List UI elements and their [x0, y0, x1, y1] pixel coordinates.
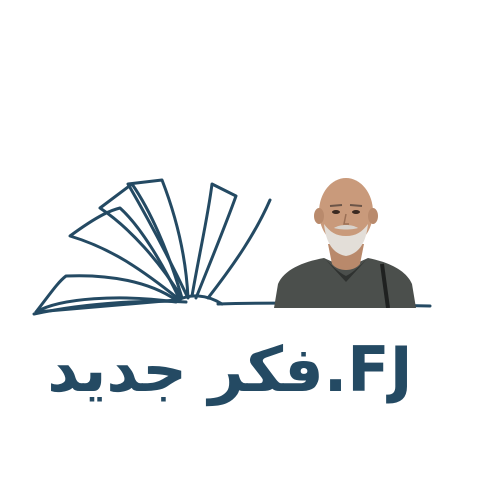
- brand-initials: .FJ: [323, 333, 413, 406]
- brand-wordmark: [30, 330, 430, 410]
- portrait-illustration: [272, 172, 418, 308]
- man-portrait: [272, 172, 418, 308]
- brand-name-arabic: فكر جديد: [47, 333, 324, 406]
